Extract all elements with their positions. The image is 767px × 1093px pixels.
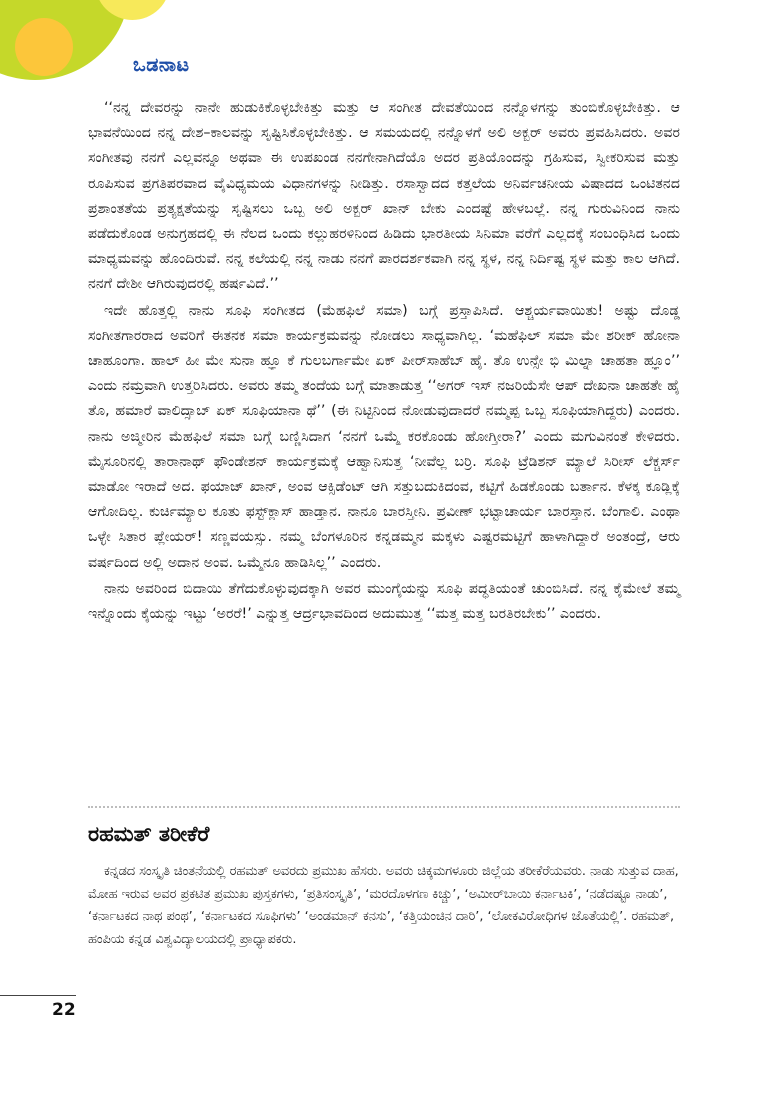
paragraph-sufi-music: ಇದೇ ಹೊತ್ತಲ್ಲಿ ನಾನು ಸೂಫಿ ಸಂಗೀತದ (ಮೆಹಫಿಲೆ ಸಮಾ) ಬಗ್ಗೆ ಪ್ರಸ್ತಾಪಿಸಿದೆ. ಆಶ್ಚರ್ಯವಾಯಿತು! ಅಷ್ಟು ದೊಡ್ಡ ಸಂಗೀತಗಾರರಾದ ಅವರಿಗೆ ಈತನಕ ಸಮಾ ಕಾರ್ಯಕ್ರಮವನ್ನು ನೋಡಲು ಸಾಧ್ಯವಾಗಿಲ್ಲ. ‘ಮಹೆಫಿಲ್ ಸಮಾ ಮೇ ಶರೀಕ್ ಹೋನಾ ಚಾಹೂಂಗಾ. ಹಾಲ್ ಹೀ ಮೇ ಸುನಾ ಹ್ಞೂ ಕೆ ಗುಲಬರ್ಗಾಮೇ ಏಕ್ ಪೀರ್‌ಸಾಹೆಬ್ ಹೈ. ತೊ ಉನ್ಸೇ ಭಿ ಮಿಲ್ನಾ ಚಾಹತಾ ಹ್ಞೂಂ’’ ಎಂದು ನಮ್ರವಾಗಿ ಉತ್ತರಿಸಿದರು. ಅವರು ತಮ್ಮ ತಂದೆಯ ಬಗ್ಗೆ ಮಾತಾಡುತ್ತ ‘‘ಅಗರ್ ಇಸ್ ನಜರಿಯೆಸೇ ಆಪ್ ದೇಖನಾ ಚಾಹತೇ ಹೈ ತೊ, ಹಮಾರೆ ವಾಲಿದ್ಸಾಬ್ ಏಕ್ ಸೂಫಿಯಾನಾ ಥೆ’’ (ಈ ನಿಟ್ಟಿನಿಂದ ನೋಡುವುದಾದರೆ ನಮ್ಮಪ್ಪ ಒಬ್ಬ ಸೂಫಿಯಾಗಿದ್ದರು) ಎಂದರು. ನಾನು ಅಜ್ಮೀರಿನ ಮೆಹಫಿಲೆ ಸಮಾ ಬಗ್ಗೆ ಬಣ್ಣಿಸಿದಾಗ ‘ನನಗೆ ಒಮ್ಮೆ ಕರಕೊಂಡು ಹೋಗ್ತೀರಾ?’ ಎಂದು ಮಗುವಿನಂತೆ ಕೇಳಿದರು. ಮೈಸೂರಿನಲ್ಲಿ ತಾರಾನಾಥ್ ಫೌಂಡೇಶನ್ ಕಾರ್ಯಕ್ರಮಕ್ಕೆ ಆಹ್ವಾನಿಸುತ್ತ ‘ನೀವೆಲ್ಲ ಬರ್ರಿ. ಸೂಫಿ ಟ್ರೆಡಿಶನ್ ಮ್ಯಾಲೆ ಸಿರೀಸ್ ಲೆಕ್ಚರ್ಸ್ ಮಾಡೋ ಇರಾದೆ ಅದ. ಫಯಾಜ್ ಖಾನ್, ಅಂವ ಆಕ್ಸಿಡೆಂಟ್ ಆಗಿ ಸತ್ತುಬದುಕಿದಂವ, ಕಟ್ಟಿಗೆ ಹಿಡಕೊಂಡು ಬರ್ತಾನ. ಕೆಳಕ್ಕ ಕೂಡ್ಲಿಕ್ಕೆ ಆಗೋದಿಲ್ಲ. ಕುರ್ಚಿಮ್ಯಾಲ ಕೂತು ಫಸ್ಟ್‌ಕ್ಲಾಸ್ ಹಾಡ್ತಾನ. ನಾನೂ ಬಾರಸ್ತೀನಿ. ಪ್ರವೀಣ್ ಭಟ್ಟಾಚಾರ್ಯ ಬಾರಸ್ತಾನ. ಬೆಂಗಾಲಿ. ಎಂಥಾ ಒಳ್ಳೇ ಸಿತಾರ ಪ್ಲೇಯರ್! ಸಣ್ಣವಯಸ್ಸು. ನಮ್ಮ ಬೆಂಗಳೂರಿನ ಕನ್ನಡಮ್ಮನ ಮಕ್ಕಳು ಎಷ್ಟರಮಟ್ಟಿಗೆ ಹಾಳಾಗಿದ್ದಾರೆ ಅಂತಂದ್ರೆ, ಆರು ವರ್ಷದಿಂದ ಅಲ್ಲಿ ಅದಾನ ಅಂವ. ಒಮ್ಮೆನೂ ಹಾಡಿಸಿಲ್ಲ’’ ಎಂದರು. [88, 302, 680, 571]
paragraph-quote: ‘‘ನನ್ನ ದೇವರನ್ನು ನಾನೇ ಹುಡುಕಿಕೊಳ್ಳಬೇಕಿತ್ತು ಮತ್ತು ಆ ಸಂಗೀತ ದೇವತೆಯಿಂದ ನನ್ನೊಳಗನ್ನು ತುಂಬಿಕೊಳ್ಳಬೇಕಿತ್ತು. ಆ ಭಾವನೆಯಿಂದ ನನ್ನ ದೇಶ–ಕಾಲವನ್ನು ಸೃಷ್ಟಿಸಿಕೊಳ್ಳಬೇಕಿತ್ತು. ಆ ಸಮಯದಲ್ಲಿ ನನ್ನೊಳಗೆ ಅಲಿ ಅಕ್ಬರ್ ಅವರು ಪ್ರವಹಿಸಿದರು. ಅವರ ಸಂಗೀತವು ನನಗೆ ಎಲ್ಲವನ್ನೂ ಅಥವಾ ಈ ಉಪಖಂಡ ನನಗೇನಾಗಿದೆಯೊ ಅದರ ಪ್ರತಿಯೊಂದನ್ನು ಗ್ರಹಿಸುವ, ಸ್ವೀಕರಿಸುವ ಮತ್ತು ರೂಪಿಸುವ ಪ್ರಗತಿಪರವಾದ ವೈವಿಧ್ಯಮಯ ವಿಧಾನಗಳನ್ನು ನೀಡಿತ್ತು. ರಸಾಸ್ವಾದದ ಕತ್ತಲೆಯ ಅನಿರ್ವಚನೀಯ ವಿಷಾದದ ಒಂಟಿತನದ ಪ್ರಶಾಂತತೆಯ ಪ್ರತ್ಯಕ್ಷತೆಯನ್ನು ಸೃಷ್ಟಿಸಲು ಒಬ್ಬ ಅಲಿ ಅಕ್ಬರ್ ಖಾನ್ ಬೇಕು ಎಂದಷ್ಟೆ ಹೇಳಬಲ್ಲೆ. ನನ್ನ ಗುರುವಿನಿಂದ ನಾನು ಪಡೆದುಕೊಂಡ ಅನುಗ್ರಹದಲ್ಲಿ ಈ ನೆಲದ ಒಂದು ಕಲ್ಲುಹರಳಿನಿಂದ ಹಿಡಿದು ಭಾರತೀಯ ಸಿನಿಮಾ ವರೆಗೆ ಎಲ್ಲದಕ್ಕೆ ಸಂಬಂಧಿಸಿದ ಒಂದು ಮಾಧ್ಯಮವನ್ನು ಹೊಂದಿರುವೆ. ನನ್ನ ಕಲೆಯಲ್ಲಿ ನನ್ನ ನಾಡು ನನಗೆ ಪಾರದರ್ಶಕವಾಗಿ ನನ್ನ ಸ್ಥಳ, ನನ್ನ ನಿರ್ದಿಷ್ಟ ಸ್ಥಳ ಮತ್ತು ಕಾಲ ಆಗಿದೆ. ನನಗೆ ದೇಶೀ ಆಗಿರುವುದರಲ್ಲಿ ಹರ್ಷವಿದೆ.’’ [88, 100, 680, 293]
section-title: ಒಡನಾಟ [133, 54, 190, 76]
decorative-yellow-circle [15, 18, 73, 76]
author-bio [88, 861, 680, 951]
section-divider [88, 806, 680, 808]
author-bio-text: ಕನ್ನಡದ ಸಂಸ್ಕೃತಿ ಚಿಂತನೆಯಲ್ಲಿ ರಹಮತ್ ಅವರದು ಪ್ರಮುಖ ಹೆಸರು. ಅವರು ಚಿಕ್ಕಮಗಳೂರು ಜಿಲ್ಲೆಯ ತರೀಕೆರೆಯವರು. ನಾಡು ಸುತ್ತುವ ದಾಹ, ಮೋಹ ಇರುವ ಅವರ ಪ್ರಕಟಿತ ಪ್ರಮುಖ ಪುಸ್ತಕಗಳು, ‘ಪ್ರತಿಸಂಸ್ಕೃತಿ’, ‘ಮರದೊಳಗಣ ಕಿಚ್ಚು’, ‘ಅಮೀರ್‌ಬಾಯಿ ಕರ್ನಾಟಕಿ’, ‘ನಡೆದಷ್ಟೂ ನಾಡು’, ‘ಕರ್ನಾಟಕದ ನಾಥ ಪಂಥ’, ‘ಕರ್ನಾಟಕದ ಸೂಫಿಗಳು’ ‘ಅಂಡಮಾನ್ ಕನಸು’, ‘ಕತ್ತಿಯಂಚಿನ ದಾರಿ’, ‘ಲೋಕವಿರೋಧಿಗಳ ಜೊತೆಯಲ್ಲಿ’. ರಹಮತ್, ಹಂಪಿಯ ಕನ್ನಡ ವಿಶ್ವವಿದ್ಯಾಲಯದಲ್ಲಿ ಪ್ರಾಧ್ಯಾಪಕರು. [88, 864, 679, 947]
article-body [88, 96, 680, 628]
page-number: 22 [52, 1000, 76, 1020]
page-number-rule [0, 995, 76, 996]
paragraph-farewell: ನಾನು ಅವರಿಂದ ಬಿದಾಯಿ ತೆಗೆದುಕೊಳ್ಳುವುದಕ್ಕಾಗಿ ಅವರ ಮುಂಗೈಯನ್ನು ಸೂಫಿ ಪದ್ಧತಿಯಂತೆ ಚುಂಬಿಸಿದೆ. ನನ್ನ ಕೈಮೇಲೆ ತಮ್ಮ ಇನ್ನೊಂದು ಕೈಯನ್ನು ಇಟ್ಟು ‘ಅರರೆ!’ ಎನ್ನುತ್ತ ಆರ್ದ್ರಭಾವದಿಂದ ಅದುಮುತ್ತ ‘‘ಮತ್ತ ಮತ್ತ ಬರತಿರಬೇಕು’’ ಎಂದರು. [88, 580, 680, 623]
author-name: ರಹಮತ್ ತರೀಕೆರೆ [88, 822, 210, 846]
